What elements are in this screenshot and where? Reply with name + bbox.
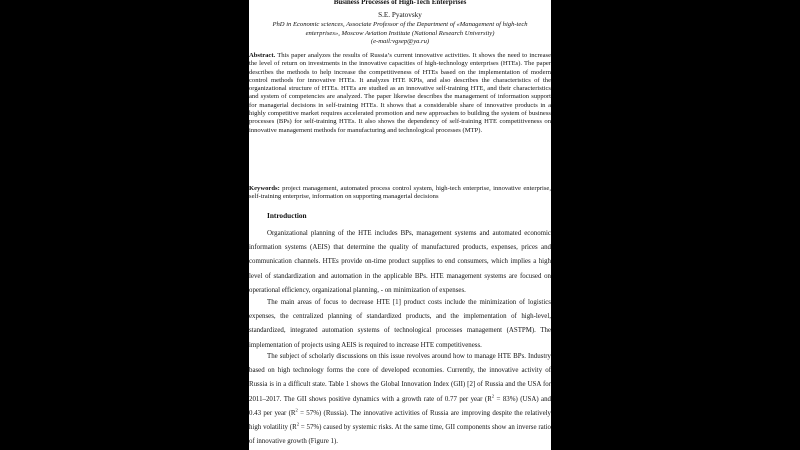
paper-page [249,0,551,450]
author-affiliation [257,21,543,47]
paragraph-1: Organizational planning of the HTE includes BPs, management systems and automated economic information systems (AEIS) that determine the quality of manufactured products, expenses, prices and communication channels. HTEs provide on-time product supplies to end consumers, which implies a high level of standardization and automation in the applicable BPs. HTE management systems are focused on operational efficiency, organizational planning, - on minimization of expenses. [249,230,551,294]
paragraph-3-part-b: = 83%) (USA) and 0.43 per year (R [249,395,551,417]
superscript-2: 2 [295,407,298,413]
abstract-text: This paper analyzes the results of Russia’s current innovative activities. It shows the need to increase the level of return on investments in the innovative capacities of high-technology enterprises (HTEs). The paper describes the methods to help increase the competitiveness of HTEs based on the implementation of modern control methods for innovative HTEs. It analyzes HTE KPIs, and also describes the characteristics of the organizational structure of HTEs. HTEs are studied as an innovative self-training HTE, and their characteristics and system of competencies are analyzed. The paper likewise describes the management of information support for managerial decisions in self-training HTEs. It shows that a considerable share of innovative products in a highly competitive market requires accelerated promotion and new approaches to building the system of business processes (BPs) for self-training HTEs. It also shows the dependency of self-training HTE competitiveness on innovative management methods for manufacturing and technological processes (MTP). [249,52,551,134]
superscript-2: 2 [296,421,299,427]
keywords [249,185,551,202]
paragraph-2: The main areas of focus to decrease HTE [1] product costs include the minimization of logistics expenses, the centralized planning of standardized products, and the implementation of high-level, standardized, integrated automation systems of technological processes management (ASTPM). The implementation of projects using AEIS is required to increase HTE competitiveness. [249,299,551,349]
paragraph-3-part-c: = 57%) (Russia). The innovative activities of Russia are improving despite the relatively high volatility (R [249,409,551,432]
section-heading-introduction: Introduction [267,211,307,220]
paragraph-3 [249,350,551,449]
keywords-text: project management, automated process control system, high-tech enterprise, innovative enterprise, self-training enterprise, information on supporting managerial decisions [249,185,551,201]
superscript-2: 2 [491,393,495,399]
abstract-label: Abstract. [249,52,276,59]
author-email: (e-mail:vgsep@ya.ru) [370,38,430,46]
abstract [249,52,551,135]
affiliation-text: PhD in Economic sciences, Associate Professor of the Department of «Management of high-tech enterprises», Moscow Aviation Institute (National Research University) [272,21,528,37]
paragraph-3-part-d: = 57%) caused by systemic risks. At the same time, GII components show an inverse ratio of innovative growth (Figure 1). [249,424,551,446]
paper-title: Business Processes of High-Tech Enterprises [333,0,467,6]
author-name: S.E. Pyatovsky [378,11,422,19]
keywords-label: Keywords: [249,185,280,192]
paragraph-3-part-a: The subject of scholarly discussions on this issue revolves around how to manage HTE BPs. Industry based on high technology forms the core of developed economies. Currently, the innovative activity of Russia is in a difficult state. Table 1 shows the Global Innovation Index (GII) [2] of Russia and the USA for 2011–2017. The GII shows positive dynamics with a growth rate of 0.77 per year (R [249,353,551,403]
